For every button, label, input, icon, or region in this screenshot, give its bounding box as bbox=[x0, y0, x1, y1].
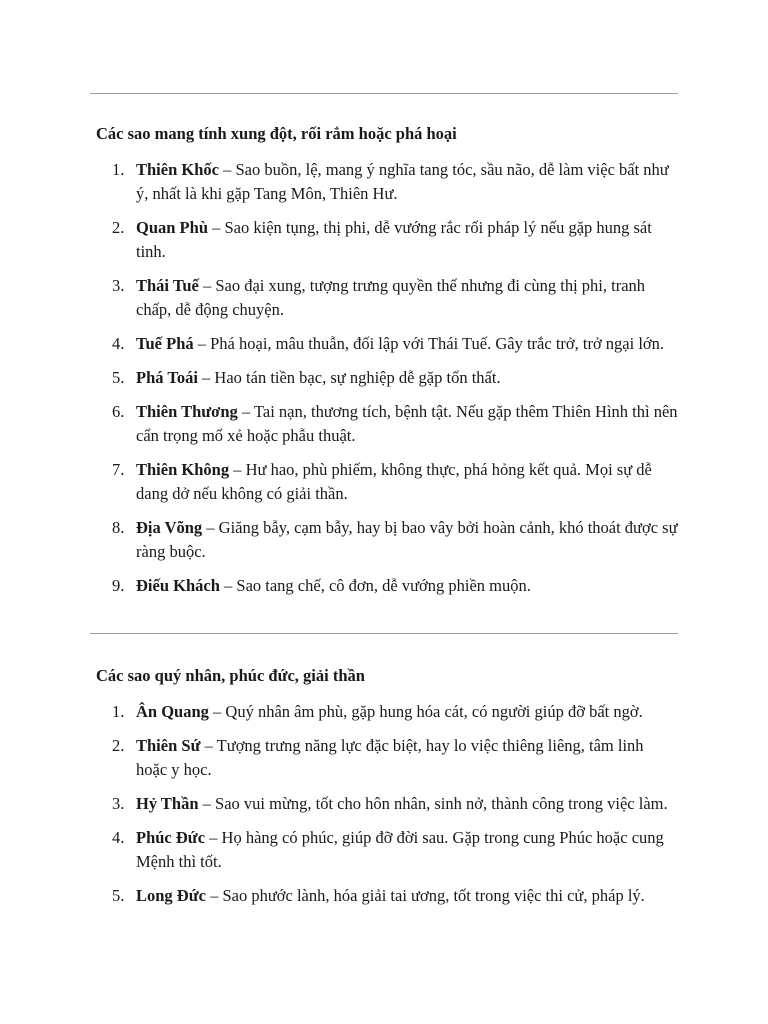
item-term: Thái Tuế bbox=[136, 276, 199, 295]
item-description: – Phá hoại, mâu thuẫn, đối lập với Thái Tuế. Gây trắc trở, trở ngại lớn. bbox=[193, 334, 665, 353]
section-heading: Các sao mang tính xung đột, rối rắm hoặc phá hoại bbox=[96, 124, 457, 143]
item-term: Thiên Sứ bbox=[136, 736, 201, 755]
item-description: – Quý nhân âm phù, gặp hung hóa cát, có người giúp đỡ bất ngờ. bbox=[208, 702, 643, 721]
item-number: 6. bbox=[112, 402, 125, 421]
list-item bbox=[0, 826, 678, 874]
item-term: Thiên Khốc bbox=[136, 160, 219, 179]
list-item bbox=[0, 884, 678, 908]
item-number: 8. bbox=[112, 518, 125, 537]
item-number: 1. bbox=[112, 160, 125, 179]
item-term: Quan Phù bbox=[136, 218, 208, 237]
item-description: – Hao tán tiền bạc, sự nghiệp dễ gặp tổn thất. bbox=[197, 368, 501, 387]
list-item bbox=[0, 332, 678, 356]
item-description: – Tượng trưng năng lực đặc biệt, hay lo việc thiêng liêng, tâm linh hoặc y học. bbox=[136, 736, 644, 779]
item-number: 2. bbox=[112, 218, 125, 237]
item-term: Địa Võng bbox=[136, 518, 203, 537]
list-item bbox=[0, 574, 678, 598]
item-term: Thiên Thương bbox=[136, 402, 238, 421]
item-description: – Sao vui mừng, tốt cho hôn nhân, sinh nở, thành công trong việc làm. bbox=[198, 794, 668, 813]
list-item bbox=[0, 516, 678, 564]
item-term: Phúc Đức bbox=[136, 828, 206, 847]
item-term: Long Đức bbox=[136, 886, 206, 905]
item-description: – Hư hao, phù phiếm, không thực, phá hỏng kết quả. Mọi sự dễ dang dở nếu không có giải thần. bbox=[136, 460, 652, 503]
item-term: Tuế Phá bbox=[136, 334, 194, 353]
item-term: Phá Toái bbox=[136, 368, 198, 387]
list-item bbox=[0, 458, 678, 506]
list-item bbox=[0, 366, 678, 390]
item-number: 4. bbox=[112, 828, 125, 847]
item-description: – Sao buồn, lệ, mang ý nghĩa tang tóc, sầu não, dễ làm việc bất như ý, nhất là khi gặp Tang Môn, Thiên Hư. bbox=[136, 160, 669, 203]
item-term: Ân Quang bbox=[136, 702, 209, 721]
item-term: Điếu Khách bbox=[136, 576, 220, 595]
list-item bbox=[0, 734, 678, 782]
item-number: 9. bbox=[112, 576, 125, 595]
star-list bbox=[0, 700, 768, 918]
item-number: 4. bbox=[112, 334, 125, 353]
item-number: 3. bbox=[112, 794, 125, 813]
star-list bbox=[0, 158, 768, 608]
item-description: – Sao phước lành, hóa giải tai ương, tốt trong việc thi cử, pháp lý. bbox=[205, 886, 645, 905]
section-heading: Các sao quý nhân, phúc đức, giải thần bbox=[96, 666, 365, 685]
horizontal-divider-middle bbox=[90, 633, 678, 634]
horizontal-divider-top bbox=[90, 93, 678, 94]
list-item bbox=[0, 158, 678, 206]
item-number: 7. bbox=[112, 460, 125, 479]
item-description: – Sao đại xung, tượng trưng quyền thế nhưng đi cùng thị phi, tranh chấp, dễ động chuyện. bbox=[136, 276, 646, 319]
item-number: 5. bbox=[112, 886, 125, 905]
item-description: – Họ hàng có phúc, giúp đỡ đời sau. Gặp trong cung Phúc hoặc cung Mệnh thì tốt. bbox=[136, 828, 664, 871]
list-item bbox=[0, 400, 678, 448]
item-description: – Tai nạn, thương tích, bệnh tật. Nếu gặp thêm Thiên Hình thì nên cẩn trọng mổ xẻ hoặc phẫu thuật. bbox=[136, 402, 678, 445]
item-term: Hỷ Thần bbox=[136, 794, 199, 813]
list-item bbox=[0, 700, 678, 724]
item-number: 2. bbox=[112, 736, 125, 755]
item-description: – Giăng bẫy, cạm bẫy, hay bị bao vây bởi hoàn cảnh, khó thoát được sự ràng buộc. bbox=[136, 518, 678, 561]
item-number: 5. bbox=[112, 368, 125, 387]
item-number: 1. bbox=[112, 702, 125, 721]
item-description: – Sao kiện tụng, thị phi, dễ vướng rắc rối pháp lý nếu gặp hung sát tinh. bbox=[136, 218, 652, 261]
list-item bbox=[0, 216, 678, 264]
list-item bbox=[0, 274, 678, 322]
item-number: 3. bbox=[112, 276, 125, 295]
item-term: Thiên Không bbox=[136, 460, 230, 479]
item-description: – Sao tang chế, cô đơn, dễ vướng phiền muộn. bbox=[219, 576, 531, 595]
list-item bbox=[0, 792, 678, 816]
